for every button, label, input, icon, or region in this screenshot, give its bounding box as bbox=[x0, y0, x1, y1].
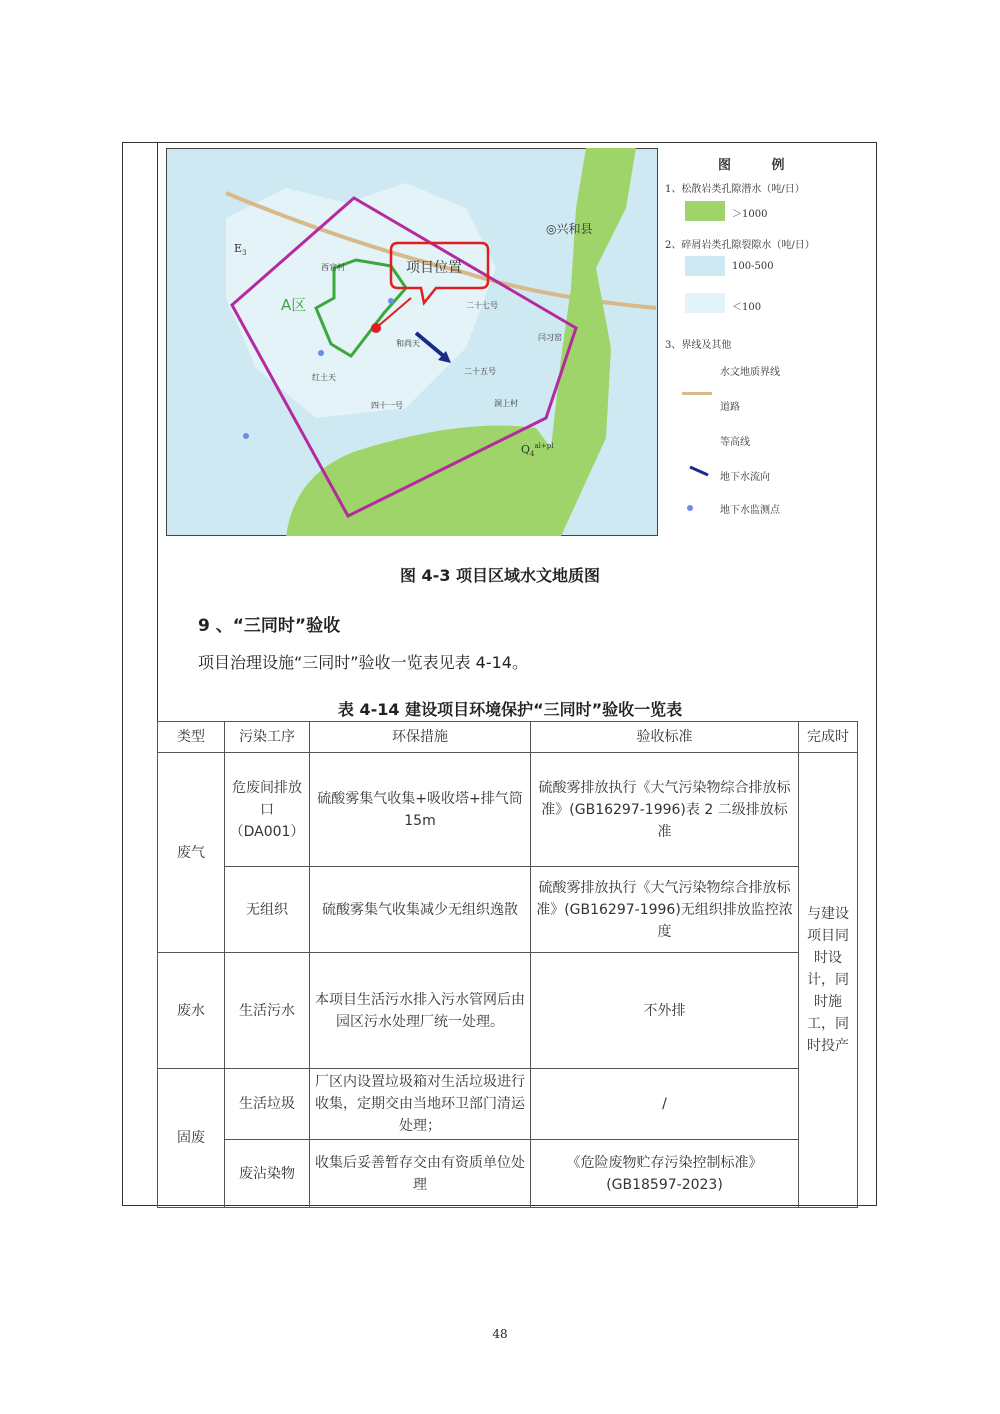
legend-monitor: 地下水监测点 bbox=[720, 505, 780, 516]
label-erqi: 二十七号 bbox=[466, 301, 498, 310]
table-row bbox=[158, 753, 858, 867]
standard-cell: 《危险废物贮存污染控制标准》(GB18597-2023) bbox=[531, 1140, 799, 1208]
legend-line-road: 道路 bbox=[720, 402, 740, 413]
label-q4: $Q_4^{al+pl}$ bbox=[521, 442, 554, 458]
type-water: 废水 bbox=[158, 953, 225, 1069]
table-row bbox=[158, 953, 858, 1069]
table-row bbox=[158, 867, 858, 953]
header-process: 污染工序 bbox=[225, 722, 310, 753]
monitoring-point bbox=[243, 433, 249, 439]
label-hongtu: 红土天 bbox=[312, 373, 336, 382]
acceptance-table bbox=[157, 721, 858, 1208]
table-row bbox=[158, 1140, 858, 1208]
table-header-row bbox=[158, 722, 858, 753]
label-xinghe: ◎兴和县 bbox=[546, 222, 593, 236]
header-completion: 完成时 bbox=[799, 722, 858, 753]
legend-item-100-500: 100-500 bbox=[732, 261, 774, 272]
label-erwu: 二十五号 bbox=[464, 367, 496, 376]
legend-title: 图 例 bbox=[718, 158, 803, 173]
type-gas: 废气 bbox=[158, 753, 225, 953]
measure-cell: 收集后妥善暂存交由有资质单位处理 bbox=[310, 1140, 531, 1208]
table-caption: 表 4-14 建设项目环境保护“三同时”验收一览表 bbox=[337, 700, 683, 719]
legend-section-2: 2、碎屑岩类孔隙裂隙水（吨/日） bbox=[665, 240, 815, 251]
monitoring-point bbox=[318, 350, 324, 356]
legend-monitor-icon bbox=[685, 503, 715, 513]
legend-line-hydro: 水文地质界线 bbox=[720, 367, 780, 378]
standard-cell: / bbox=[531, 1069, 799, 1140]
type-solid: 固废 bbox=[158, 1069, 225, 1208]
section-heading: 9 、“三同时”验收 bbox=[198, 616, 341, 636]
process-cell: 无组织 bbox=[225, 867, 310, 953]
legend-swatch-green bbox=[685, 201, 725, 221]
label-dongshang: 洞上村 bbox=[494, 399, 518, 408]
label-project-location: 项目位置 bbox=[406, 260, 462, 276]
legend-line-contour: 等高线 bbox=[720, 437, 750, 448]
measure-cell: 硫酸雾集气收集减少无组织逸散 bbox=[310, 867, 531, 953]
legend-swatch-high bbox=[685, 256, 725, 276]
process-cell: 生活污水 bbox=[225, 953, 310, 1069]
hydrogeology-map bbox=[166, 148, 658, 536]
header-standard: 验收标准 bbox=[531, 722, 799, 753]
paragraph: 项目治理设施“三同时”验收一览表见表 4-14。 bbox=[198, 653, 528, 672]
label-hexiangtian: 和尚天 bbox=[396, 339, 420, 348]
map-legend bbox=[660, 148, 865, 536]
standard-cell: 硫酸雾排放执行《大气污染物综合排放标准》(GB16297-1996)表 2 二级排放标准 bbox=[531, 753, 799, 867]
label-e3: $E_3$ bbox=[234, 242, 247, 257]
label-a-zone: A区 bbox=[281, 296, 307, 314]
legend-swatch-low bbox=[685, 293, 725, 313]
standard-cell: 硫酸雾排放执行《大气污染物综合排放标准》(GB16297-1996)无组织排放监控浓度 bbox=[531, 867, 799, 953]
legend-section-1: 1、松散岩类孔隙潜水（吨/日） bbox=[665, 184, 805, 195]
process-cell: 废沾染物 bbox=[225, 1140, 310, 1208]
process-cell: 生活垃圾 bbox=[225, 1069, 310, 1140]
table-row bbox=[158, 1069, 858, 1140]
header-measure: 环保措施 bbox=[310, 722, 531, 753]
monitoring-point bbox=[388, 298, 394, 304]
legend-item-1000: ＞1000 bbox=[732, 209, 768, 220]
legend-section-3: 3、界线及其他 bbox=[665, 340, 732, 351]
measure-cell: 本项目生活污水排入污水管网后由园区污水处理厂统一处理。 bbox=[310, 953, 531, 1069]
header-type: 类型 bbox=[158, 722, 225, 753]
measure-cell: 厂区内设置垃圾箱对生活垃圾进行收集，定期交由当地环卫部门清运处理； bbox=[310, 1069, 531, 1140]
legend-road-line bbox=[682, 392, 712, 395]
label-xiguan: 西官村 bbox=[321, 263, 345, 272]
figure-caption: 图 4-3 项目区域水文地质图 bbox=[399, 566, 601, 585]
legend-flow: 地下水流向 bbox=[720, 472, 770, 483]
completion-cell: 与建设项目同时设计，同时施工，同时投产 bbox=[799, 753, 858, 1208]
project-point bbox=[371, 323, 381, 333]
page-number: 48 bbox=[492, 1327, 508, 1341]
label-wenxi: 闫习窑 bbox=[538, 333, 562, 342]
measure-cell: 硫酸雾集气收集+吸收塔+排气筒 15m bbox=[310, 753, 531, 867]
standard-cell: 不外排 bbox=[531, 953, 799, 1069]
process-cell: 危废间排放口（DA001） bbox=[225, 753, 310, 867]
legend-flow-arrow-icon bbox=[688, 464, 712, 478]
label-siyi: 四十一号 bbox=[371, 401, 403, 410]
legend-item-lt100: ＜100 bbox=[732, 302, 762, 313]
